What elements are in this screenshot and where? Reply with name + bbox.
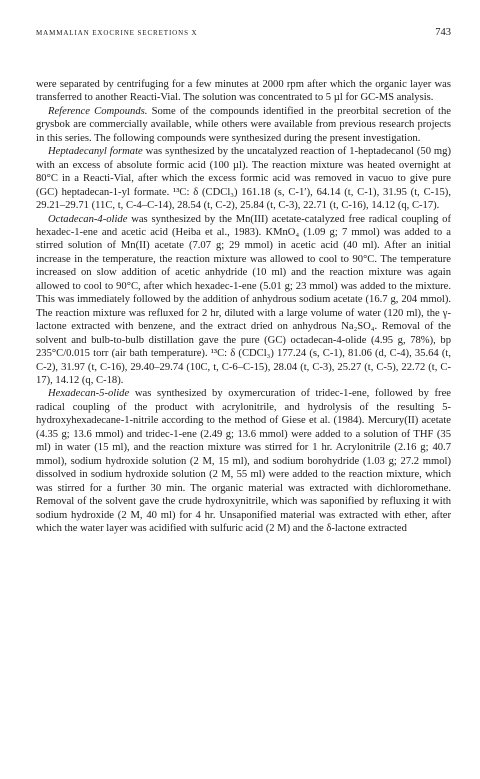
paragraph-heading: Heptadecanyl formate: [48, 146, 143, 158]
paragraph-text: was synthesized by the Mn(III) acetate-catalyzed free radical coupling of hexadec-1-ene and acetic acid (Heiba et al., 1983). KMnO₄ (1.09 g; 7 mmol) was added to a stirred solution of Mn(II) acetate (7.07 g; 29 mmol) in acetic acid (40 ml). After an initial increase in the temperature, the reaction mixture was allowed to cool to 90°C. The temperature increased on slow addition of acetic anhydride (10 ml) and the reaction mixture was again allowed to cool to 90°C, after which hexadec-1-ene (5.01 g; 23 mmol) was added to the mixture. This was immediately followed by the addition of anhydrous sodium acetate (16.7 g, 204 mmol). The reaction mixture was refluxed for 2 hr, diluted with a large volume of water (120 ml), the γ-lactone extracted with benzene, and the extract dried on anhydrous Na₂SO₄. Removal of the solvent and bulb-to-bulb distillation gave the pure (GC) octadecan-4-olide (4.95 g, 78%), bp 235°C/0.015 torr (air bath temperature). ¹³C: δ (CDCl₃) 177.24 (s, C-1), 81.06 (d, C-4), 35.64 (t, C-2), 31.97 (t, C-16), 29.40–29.74 (10C, t, C-6–C-15), 28.04 (t, C-3), 25.27 (t, C-5), 22.72 (t, C-17), 14.12 (q, C-18).: [36, 213, 451, 386]
paragraph-text: was synthesized by oxymercuration of tridec-1-ene, followed by free radical coupling of the product with acrylonitrile, and hydrolysis of the resulting 5-hydroxyhexadecane-1-nitrile according to the method of Giese et al. (1984). Mercury(II) acetate (4.35 g; 13.6 mmol) and tridec-1-ene (2.49 g; 13.6 mmol) were added to a solution of THF (35 ml) in water (15 ml), and the reaction mixture was stirred for 1 hr. Acrylonitrile (2.16 g; 40.7 mmol), sodium hydroxide solution (2 M, 15 ml), and sodium borohydride (1.03 g; 27.2 mmol) dissolved in sodium hydroxide solution (2 M, 55 ml) were added to the reaction mixture, which was stirred for a further 30 min. The organic material was extracted with dichloromethane. Removal of the solvent gave the crude hydroxynitrile, which was saponified by refluxing it with sodium hydroxide (2 M, 40 ml) for 4 hr. Unsaponified material was extracted with ether, after which the water layer was acidified with sulfuric acid (2 M) and the δ-lactone extracted: [36, 388, 451, 534]
paragraph-text: was synthesized by the uncatalyzed reaction of 1-heptadecanol (50 mg) with an excess of absolute formic acid (100 µl). The reaction mixture was heated overnight at 80°C in a Reacti-Vial, after which the excess formic acid was removed in vacuo to give pure (GC) heptadecan-1-yl formate. ¹³C: δ (CDCl₃) 161.18 (s, C-1′), 64.14 (t, C-1), 31.95 (t, C-15), 29.21–29.71 (11C, t, C-4–C-14), 28.54 (t, C-2), 25.84 (t, C-3), 22.71 (t, C-16), 14.12 (q, C-17).: [36, 146, 451, 212]
body-text: [36, 78, 451, 535]
paragraph-heading: Reference Compounds.: [48, 105, 148, 117]
page-number: 743: [435, 27, 451, 38]
paragraph-heptadecanyl-formate: [36, 145, 451, 212]
paragraph-text: Some of the compounds identified in the preorbital secretion of the grysbok are commercially available, while others were available from previous research projects in this series. The following compounds were synthesized during the present investigation.: [36, 105, 452, 144]
paragraph-text: were separated by centrifuging for a few minutes at 2000 rpm after which the organic layer was transferred to another Reacti-Vial. The solution was concentrated to 5 µl for GC-MS analysis.: [36, 79, 451, 104]
journal-title: MAMMALIAN EXOCRINE SECRETIONS X: [36, 29, 198, 37]
paragraph-continuation: [36, 78, 451, 105]
paragraph-reference-compounds: [36, 105, 451, 145]
running-head: [36, 27, 451, 38]
paragraph-heading: Octadecan-4-olide: [48, 213, 128, 225]
paragraph-heading: Hexadecan-5-olide: [48, 388, 130, 400]
paragraph-hexadecan-5-olide: [36, 387, 451, 535]
paragraph-octadecan-4-olide: [36, 213, 451, 388]
